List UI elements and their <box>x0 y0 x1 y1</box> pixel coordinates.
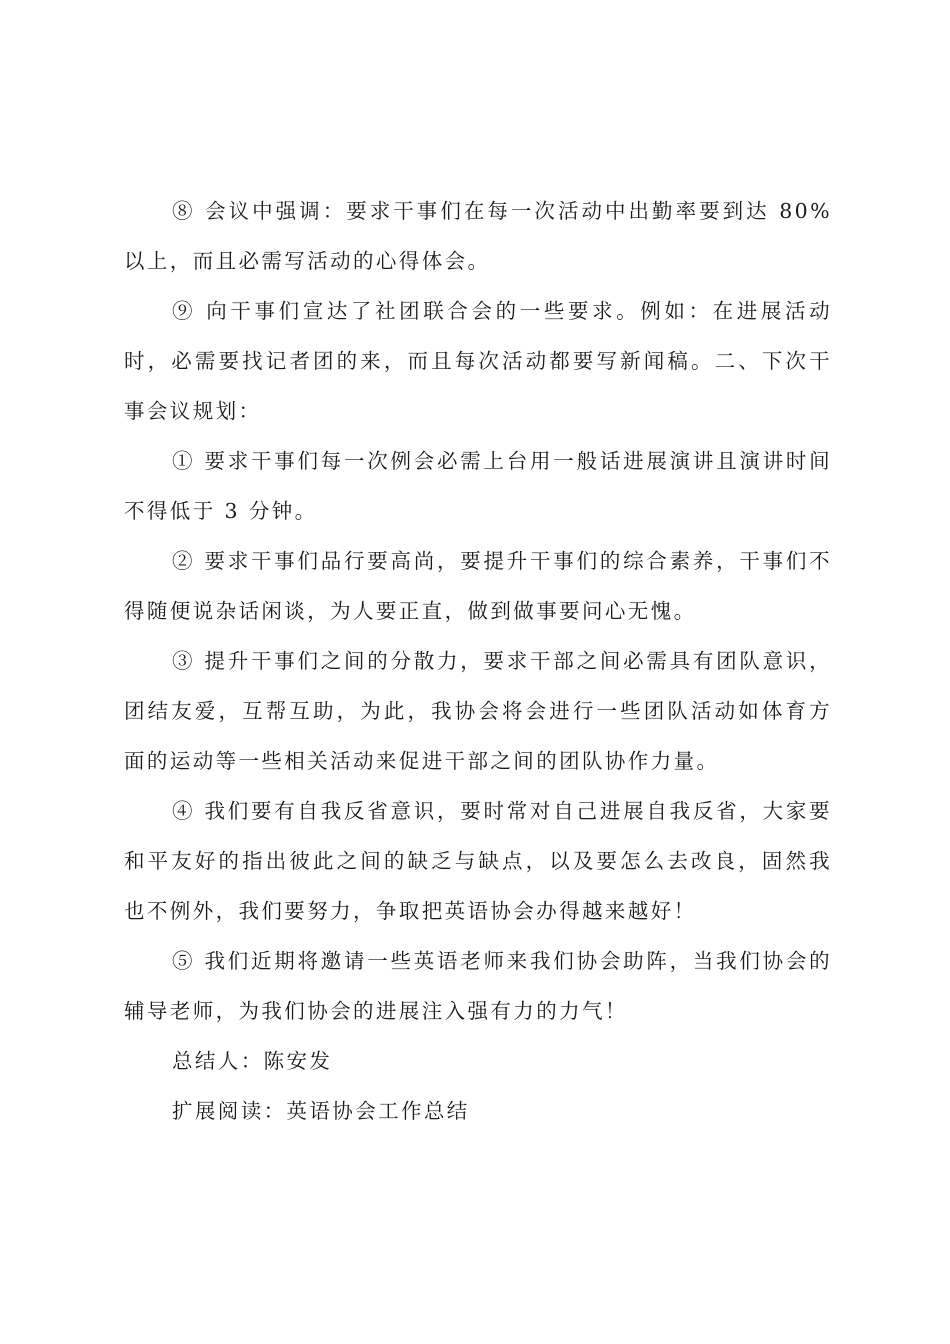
paragraph-item-8: ⑧ 会议中强调：要求干事们在每一次活动中出勤率要到达 80%以上，而且必需写活动的心得体会。 <box>124 199 832 273</box>
extended-reading-line: 扩展阅读：英语协会工作总结 <box>172 1099 470 1123</box>
document-body <box>124 186 832 1136</box>
plan-item-5: ⑤ 我们近期将邀请一些英语老师来我们协会助阵，当我们协会的辅导老师，为我们协会的进展注入强有力的力气！ <box>124 949 832 1023</box>
plan-item-4: ④ 我们要有自我反省意识，要时常对自己进展自我反省，大家要和平友好的指出彼此之间的缺乏与缺点，以及要怎么去改良，固然我也不例外，我们要努力，争取把英语协会办得越来越好！ <box>124 799 832 923</box>
paragraph-item-9: ⑨ 向干事们宣达了社团联合会的一些要求。例如：在进展活动时，必需要找记者团的来，而且每次活动都要写新闻稿。二、下次干事会议规划： <box>124 299 832 423</box>
plan-item-2: ② 要求干事们品行要高尚，要提升干事们的综合素养，干事们不得随便说杂话闲谈，为人要正直，做到做事要问心无愧。 <box>124 549 832 623</box>
plan-item-1: ① 要求干事们每一次例会必需上台用一般话进展演讲且演讲时间不得低于 3 分钟。 <box>124 449 832 523</box>
plan-item-3: ③ 提升干事们之间的分散力，要求干部之间必需具有团队意识，团结友爱，互帮互助，为此，我协会将会进行一些团队活动如体育方面的运动等一些相关活动来促进干部之间的团队协作力量。 <box>124 649 832 773</box>
summarizer-line: 总结人：陈安发 <box>172 1049 333 1073</box>
